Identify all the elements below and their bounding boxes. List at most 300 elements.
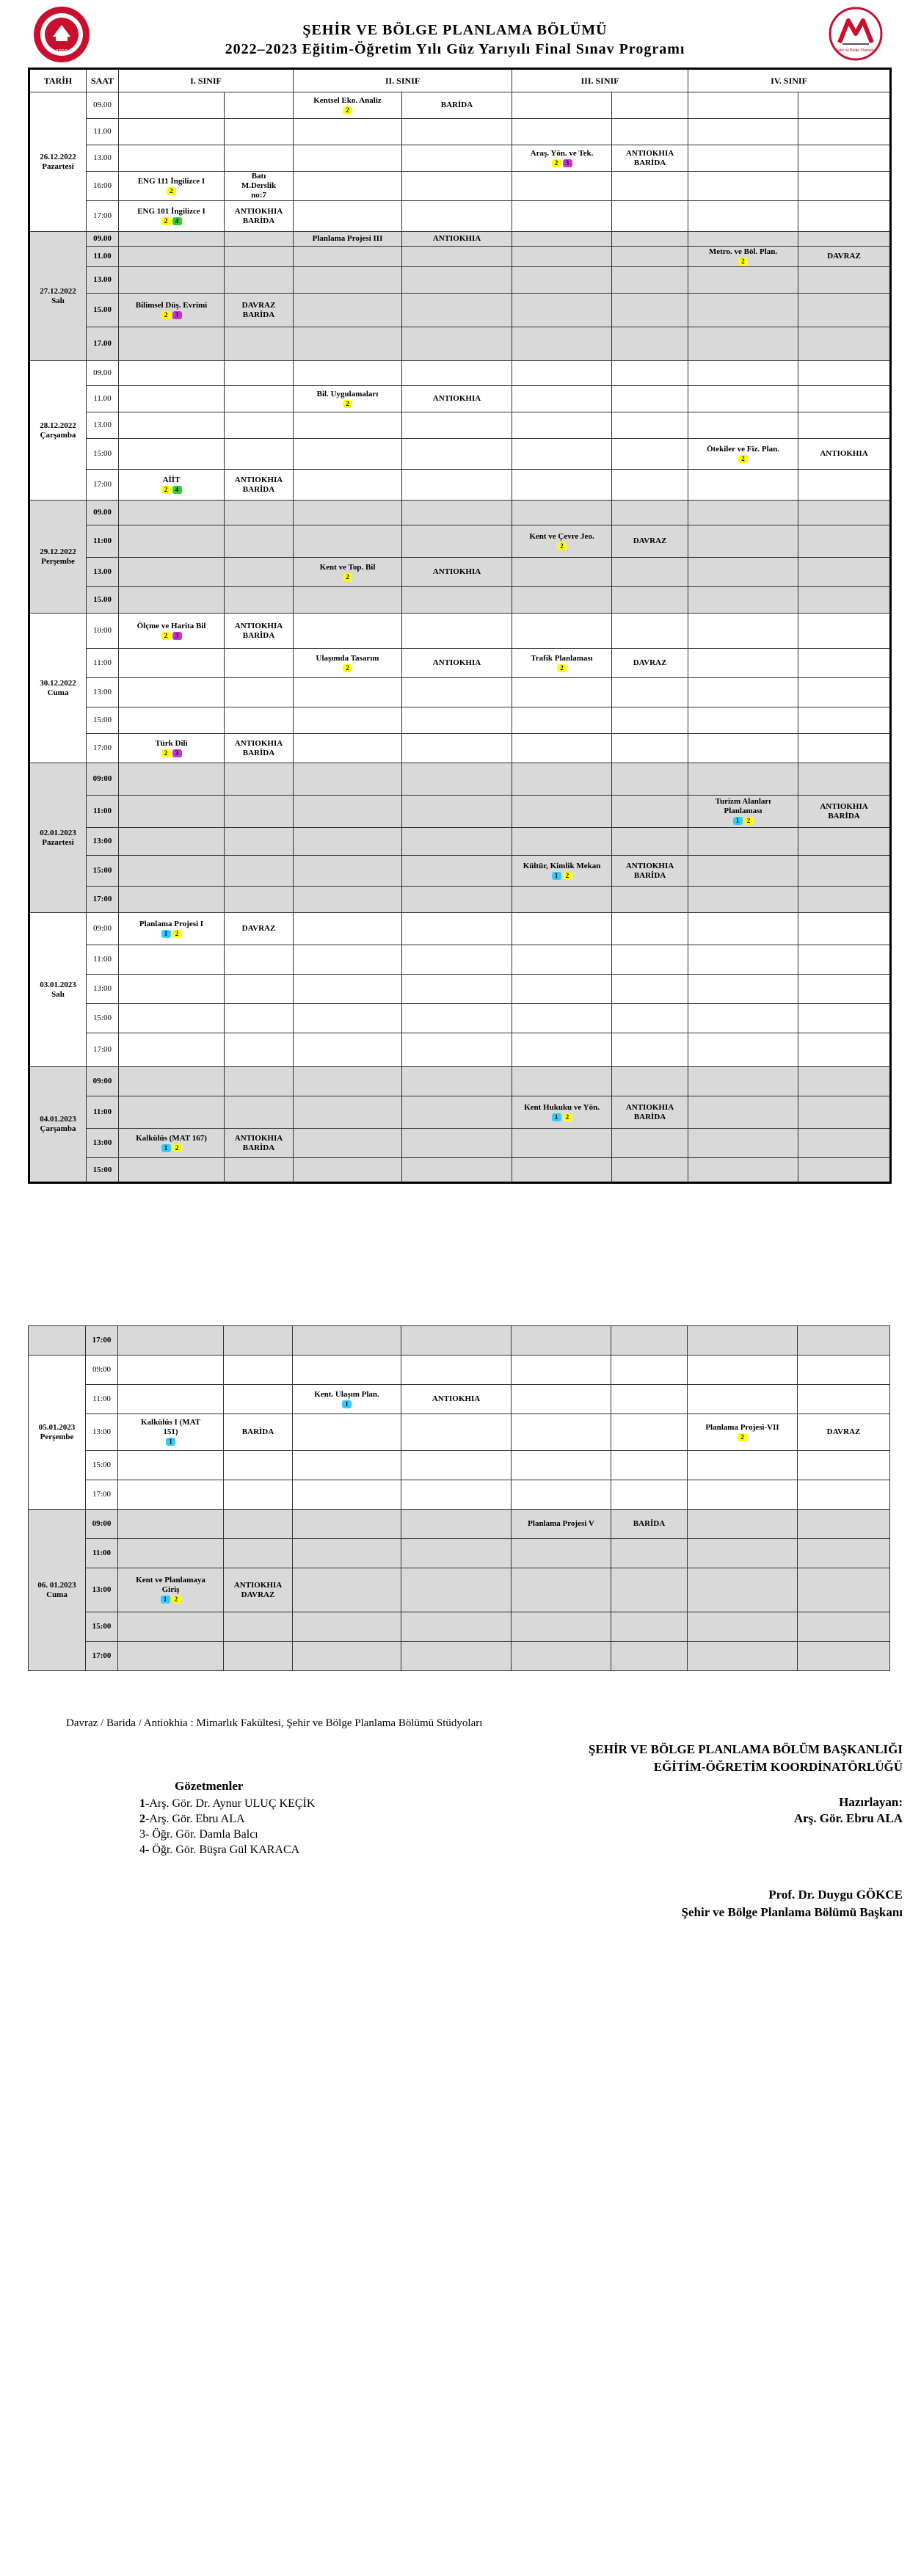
course-cell xyxy=(294,887,402,913)
room-cell xyxy=(225,1158,294,1183)
course-cell xyxy=(119,412,225,439)
course-cell xyxy=(688,119,798,145)
class-badge: 2 xyxy=(563,1113,572,1121)
room-cell xyxy=(612,975,688,1004)
room-name: DAVRAZ xyxy=(827,252,861,261)
room-cell xyxy=(402,439,512,470)
class-badge: 2 xyxy=(161,632,171,640)
course-cell xyxy=(118,1414,224,1451)
prepared-by-label: Hazırlayan: xyxy=(839,1795,903,1809)
course-cell xyxy=(688,913,798,945)
time-cell: 17:00 xyxy=(87,887,119,913)
room-cell xyxy=(798,247,891,267)
course-cell xyxy=(294,172,402,201)
signer-title: Şehir ve Bölge Planlama Bölümü Başkanı xyxy=(681,1905,903,1919)
time-cell: 11.00 xyxy=(87,386,119,412)
date-text: 04.01.2023 xyxy=(40,1115,76,1124)
room-name: ANTIOKHIA xyxy=(820,801,868,811)
course-cell xyxy=(294,1129,402,1158)
time-cell: 15:00 xyxy=(87,856,119,887)
room-cell xyxy=(612,267,688,294)
class-badge: 2 xyxy=(343,664,352,672)
room-cell xyxy=(224,1480,293,1510)
course-cell xyxy=(118,1356,224,1385)
header-class-3: III. SINIF xyxy=(512,69,688,92)
class-badges xyxy=(119,1143,224,1153)
room-cell xyxy=(798,1451,890,1480)
course-cell xyxy=(688,1004,798,1033)
course-cell xyxy=(512,828,612,856)
room-cell xyxy=(798,1004,891,1033)
room-cell xyxy=(611,1642,688,1671)
course-cell xyxy=(294,119,402,145)
course-cell xyxy=(512,587,612,614)
header-row xyxy=(29,69,891,92)
course-cell xyxy=(294,145,402,172)
room-cell xyxy=(401,1642,512,1671)
room-cell xyxy=(611,1414,688,1451)
class-badges xyxy=(512,663,611,673)
class-badges xyxy=(119,217,224,226)
course-cell xyxy=(688,1158,798,1183)
course-cell xyxy=(688,92,798,119)
course-cell xyxy=(294,247,402,267)
room-cell xyxy=(612,558,688,587)
class-badge: 3 xyxy=(563,159,572,167)
class-badges xyxy=(119,310,224,320)
room-cell xyxy=(225,587,294,614)
course-name: Kent ve Çevre Jeo. xyxy=(529,531,594,541)
weekday-text: Salı xyxy=(51,296,65,305)
room-cell xyxy=(402,1033,512,1067)
date-cell xyxy=(29,232,87,361)
course-cell xyxy=(119,707,225,734)
course-cell xyxy=(512,267,612,294)
room-name: DAVRAZ xyxy=(633,536,667,545)
table-row xyxy=(29,1568,890,1612)
room-cell xyxy=(225,501,294,525)
room-cell xyxy=(612,386,688,412)
room-name: ANTIOKHIA xyxy=(234,475,283,484)
room-cell xyxy=(798,707,891,734)
time-cell: 11:00 xyxy=(86,1385,118,1414)
room-name: BARİDA xyxy=(633,158,666,167)
room-cell xyxy=(225,734,294,763)
course-name: Planlama Projesi III xyxy=(312,234,383,243)
table-row xyxy=(29,386,891,412)
room-cell xyxy=(225,558,294,587)
class-badge: 4 xyxy=(172,486,182,494)
prepared-by-name: Arş. Gör. Ebru ALA xyxy=(793,1811,903,1825)
course-cell xyxy=(512,1067,612,1096)
room-cell xyxy=(612,412,688,439)
course-cell xyxy=(294,913,402,945)
course-cell xyxy=(512,201,612,232)
room-cell xyxy=(225,828,294,856)
room-cell xyxy=(402,267,512,294)
course-cell xyxy=(293,1539,401,1568)
course-cell xyxy=(512,501,612,525)
room-name: Batı xyxy=(251,172,266,181)
course-cell xyxy=(688,828,798,856)
course-cell xyxy=(119,294,225,327)
course-cell xyxy=(512,1568,611,1612)
class-badge: 1 xyxy=(166,1438,175,1446)
room-cell xyxy=(225,232,294,247)
table-row xyxy=(29,614,891,649)
table-row xyxy=(29,975,891,1004)
weekday-text: Çarşamba xyxy=(40,430,76,440)
room-name: ANTIOKHIA xyxy=(432,234,481,243)
course-cell xyxy=(119,796,225,828)
course-cell xyxy=(294,678,402,707)
table-row xyxy=(29,412,891,439)
course-cell xyxy=(294,649,402,678)
room-cell xyxy=(402,763,512,796)
room-cell xyxy=(611,1326,688,1356)
room-cell xyxy=(611,1451,688,1480)
room-cell xyxy=(224,1385,293,1414)
room-cell xyxy=(798,172,891,201)
course-name: Ölçme ve Harita Bil xyxy=(136,621,206,630)
course-cell xyxy=(118,1642,224,1671)
room-cell xyxy=(225,172,294,201)
course-cell xyxy=(688,525,798,558)
room-cell xyxy=(611,1612,688,1642)
class-badge: 2 xyxy=(161,217,171,225)
room-name: BARİDA xyxy=(241,1427,274,1436)
room-cell xyxy=(612,856,688,887)
class-badge: 2 xyxy=(557,664,567,672)
table-row xyxy=(29,1451,890,1480)
room-cell xyxy=(798,945,891,975)
course-cell xyxy=(294,1158,402,1183)
table-row xyxy=(29,232,891,247)
course-cell xyxy=(119,386,225,412)
course-cell xyxy=(512,439,612,470)
time-cell: 13.00 xyxy=(87,412,119,439)
date-text: 27.12.2022 xyxy=(40,286,76,296)
date-text: 03.01.2023 xyxy=(40,980,76,989)
course-cell xyxy=(294,558,402,587)
time-cell: 09:00 xyxy=(87,913,119,945)
course-name: Planlama Projesi V xyxy=(528,1519,594,1528)
class-badge: 2 xyxy=(343,400,352,408)
course-cell xyxy=(688,1067,798,1096)
course-cell xyxy=(294,975,402,1004)
course-cell xyxy=(119,828,225,856)
date-text: 05.01.2023 xyxy=(38,1422,76,1432)
course-cell xyxy=(688,172,798,201)
room-cell xyxy=(402,501,512,525)
class-badges xyxy=(688,257,798,266)
room-cell xyxy=(225,386,294,412)
weekday-text: Çarşamba xyxy=(40,1124,76,1133)
room-cell xyxy=(612,501,688,525)
room-cell xyxy=(225,763,294,796)
course-cell xyxy=(512,1356,611,1385)
room-cell xyxy=(402,1096,512,1129)
table-row xyxy=(29,1414,890,1451)
room-cell xyxy=(225,975,294,1004)
room-cell xyxy=(225,247,294,267)
course-cell xyxy=(512,763,612,796)
proctor-item: 3- Öğr. Gör. Damla Balcı xyxy=(139,1828,258,1841)
room-cell xyxy=(225,92,294,119)
room-cell xyxy=(401,1568,512,1612)
course-cell xyxy=(512,172,612,201)
room-cell xyxy=(401,1356,512,1385)
table-row xyxy=(29,501,891,525)
room-name: BARİDA xyxy=(633,870,666,880)
course-cell xyxy=(512,678,612,707)
room-name: BARİDA xyxy=(242,630,275,640)
room-cell xyxy=(611,1539,688,1568)
course-cell xyxy=(118,1451,224,1480)
time-cell: 10:00 xyxy=(87,614,119,649)
course-name: Kalkülüs (MAT 167) xyxy=(136,1133,207,1143)
room-cell xyxy=(612,1067,688,1096)
time-cell: 17:00 xyxy=(87,1033,119,1067)
room-cell xyxy=(612,828,688,856)
proctor-item: 4- Öğr. Gör. Büşra Gül KARACA xyxy=(139,1844,300,1856)
class-badge: 2 xyxy=(738,258,748,266)
course-cell xyxy=(688,558,798,587)
room-cell xyxy=(225,201,294,232)
time-cell: 11:00 xyxy=(87,649,119,678)
room-cell xyxy=(798,1642,890,1671)
course-cell xyxy=(118,1510,224,1539)
course-cell xyxy=(294,501,402,525)
table-row xyxy=(29,1158,891,1183)
table-row xyxy=(29,796,891,828)
room-cell xyxy=(402,587,512,614)
room-cell xyxy=(402,386,512,412)
course-cell xyxy=(294,856,402,887)
date-cell xyxy=(29,913,87,1067)
room-cell xyxy=(612,587,688,614)
room-cell xyxy=(402,856,512,887)
table-row xyxy=(29,887,891,913)
room-name: ANTIOKHIA xyxy=(432,394,481,403)
table-row xyxy=(29,558,891,587)
room-cell xyxy=(612,232,688,247)
room-cell xyxy=(402,525,512,558)
class-badges xyxy=(294,572,401,582)
room-cell xyxy=(612,1004,688,1033)
course-cell xyxy=(512,361,612,386)
course-cell xyxy=(294,1004,402,1033)
room-cell xyxy=(798,678,891,707)
course-cell xyxy=(512,1510,611,1539)
room-cell xyxy=(225,412,294,439)
coordination-office: EĞİTİM-ÖĞRETİM KOORDİNATÖRLÜĞÜ xyxy=(653,1760,903,1774)
class-badge: 2 xyxy=(161,311,171,319)
course-cell xyxy=(119,945,225,975)
room-cell xyxy=(611,1385,688,1414)
room-cell xyxy=(225,796,294,828)
date-cell xyxy=(29,614,87,763)
course-cell xyxy=(119,361,225,386)
course-cell xyxy=(512,1539,611,1568)
room-cell xyxy=(612,796,688,828)
room-cell xyxy=(401,1326,512,1356)
room-cell xyxy=(402,1004,512,1033)
course-cell xyxy=(294,267,402,294)
room-cell xyxy=(401,1414,512,1451)
course-cell xyxy=(688,856,798,887)
signer-name: Prof. Dr. Duygu GÖKCE xyxy=(768,1888,903,1902)
course-cell xyxy=(512,1326,611,1356)
course-name: Kültür, Kimlik Mekan xyxy=(523,861,601,870)
time-cell: 17.00 xyxy=(87,327,119,361)
table-row xyxy=(29,649,891,678)
class-badge: 1 xyxy=(161,1144,171,1152)
course-name: Türk Dili xyxy=(155,738,188,748)
table-row xyxy=(29,1385,890,1414)
table-row xyxy=(29,294,891,327)
time-cell: 11:00 xyxy=(86,1539,118,1568)
room-cell xyxy=(612,201,688,232)
room-cell xyxy=(225,294,294,327)
room-cell xyxy=(798,386,891,412)
room-cell xyxy=(225,1033,294,1067)
course-cell xyxy=(119,172,225,201)
room-cell xyxy=(225,327,294,361)
date-text: 06. 01.2023 xyxy=(37,1580,76,1590)
course-cell xyxy=(293,1326,401,1356)
room-cell xyxy=(402,678,512,707)
course-cell xyxy=(512,1096,612,1129)
course-cell xyxy=(688,501,798,525)
course-name: Giriş xyxy=(161,1585,180,1594)
table-row xyxy=(29,587,891,614)
course-cell xyxy=(512,327,612,361)
course-cell xyxy=(119,1129,225,1158)
room-cell xyxy=(612,92,688,119)
room-cell xyxy=(798,439,891,470)
course-cell xyxy=(512,945,612,975)
room-cell xyxy=(798,796,891,828)
room-cell xyxy=(612,1158,688,1183)
course-cell xyxy=(512,1129,612,1158)
course-cell xyxy=(512,1158,612,1183)
room-cell xyxy=(798,1356,890,1385)
room-cell xyxy=(798,92,891,119)
room-cell xyxy=(798,525,891,558)
logo-caption: Şehir ve Bölge Planlama xyxy=(835,48,876,53)
course-name: Trafik Planlaması xyxy=(531,653,593,663)
course-cell xyxy=(294,361,402,386)
course-cell xyxy=(293,1356,401,1385)
room-cell xyxy=(798,327,891,361)
course-cell xyxy=(688,678,798,707)
room-cell xyxy=(402,975,512,1004)
room-cell xyxy=(402,201,512,232)
room-cell xyxy=(611,1356,688,1385)
weekday-text: Perşembe xyxy=(40,1432,74,1441)
class-badges xyxy=(688,816,798,826)
course-cell xyxy=(688,1096,798,1129)
room-name: ANTIOKHIA xyxy=(432,1394,481,1403)
room-cell xyxy=(612,614,688,649)
course-cell xyxy=(119,1158,225,1183)
course-cell xyxy=(294,327,402,361)
room-cell xyxy=(224,1568,293,1612)
class-badge: 2 xyxy=(557,542,567,550)
course-cell xyxy=(294,232,402,247)
course-cell xyxy=(294,1096,402,1129)
course-cell xyxy=(512,232,612,247)
date-cell xyxy=(29,1356,86,1510)
time-cell: 15:00 xyxy=(87,1158,119,1183)
course-cell xyxy=(119,201,225,232)
course-cell xyxy=(119,1067,225,1096)
table-row xyxy=(29,145,891,172)
date-cell xyxy=(29,1510,86,1671)
proctors-title: Gözetmenler xyxy=(175,1779,244,1793)
room-cell xyxy=(225,439,294,470)
date-text: 28.12.2022 xyxy=(40,421,76,430)
date-cell xyxy=(29,92,87,232)
table-row xyxy=(29,913,891,945)
room-name: BARİDA xyxy=(633,1112,666,1121)
class-badge: 2 xyxy=(343,573,352,581)
course-cell xyxy=(512,856,612,887)
course-name: Kent Hukuku ve Yön. xyxy=(524,1102,600,1112)
weekday-text: Pazartesi xyxy=(42,837,74,847)
course-cell xyxy=(688,707,798,734)
course-cell xyxy=(688,439,798,470)
room-cell xyxy=(612,247,688,267)
course-cell xyxy=(119,913,225,945)
course-cell xyxy=(688,145,798,172)
course-cell xyxy=(293,1451,401,1480)
exam-schedule-table xyxy=(28,68,892,1184)
room-name: ANTIOKHIA xyxy=(625,148,674,158)
room-cell xyxy=(402,327,512,361)
class-badge: 2 xyxy=(161,749,171,757)
course-cell xyxy=(512,796,612,828)
class-badges xyxy=(512,1113,611,1122)
table-row xyxy=(29,1096,891,1129)
room-cell xyxy=(798,587,891,614)
date-text: 30.12.2022 xyxy=(40,678,76,688)
table-row xyxy=(29,1510,890,1539)
room-name: BARİDA xyxy=(828,811,860,821)
class-badges xyxy=(293,1400,401,1409)
course-cell xyxy=(293,1510,401,1539)
room-cell xyxy=(798,470,891,501)
room-cell xyxy=(798,913,891,945)
time-cell: 09:00 xyxy=(87,763,119,796)
room-cell xyxy=(798,1612,890,1642)
room-cell xyxy=(225,267,294,294)
class-badge: 2 xyxy=(738,455,748,463)
room-cell xyxy=(224,1356,293,1385)
course-cell xyxy=(688,1033,798,1067)
room-name: DAVRAZ xyxy=(241,1590,275,1599)
course-cell xyxy=(512,734,612,763)
room-name: BARİDA xyxy=(242,748,275,757)
course-cell xyxy=(118,1568,224,1612)
room-name: M.Derslik xyxy=(241,181,277,190)
room-cell xyxy=(798,1158,891,1183)
time-cell: 13:00 xyxy=(87,975,119,1004)
room-cell xyxy=(798,1033,891,1067)
room-name: DAVRAZ xyxy=(241,924,276,933)
weekday-text: Pazartesi xyxy=(42,161,74,171)
